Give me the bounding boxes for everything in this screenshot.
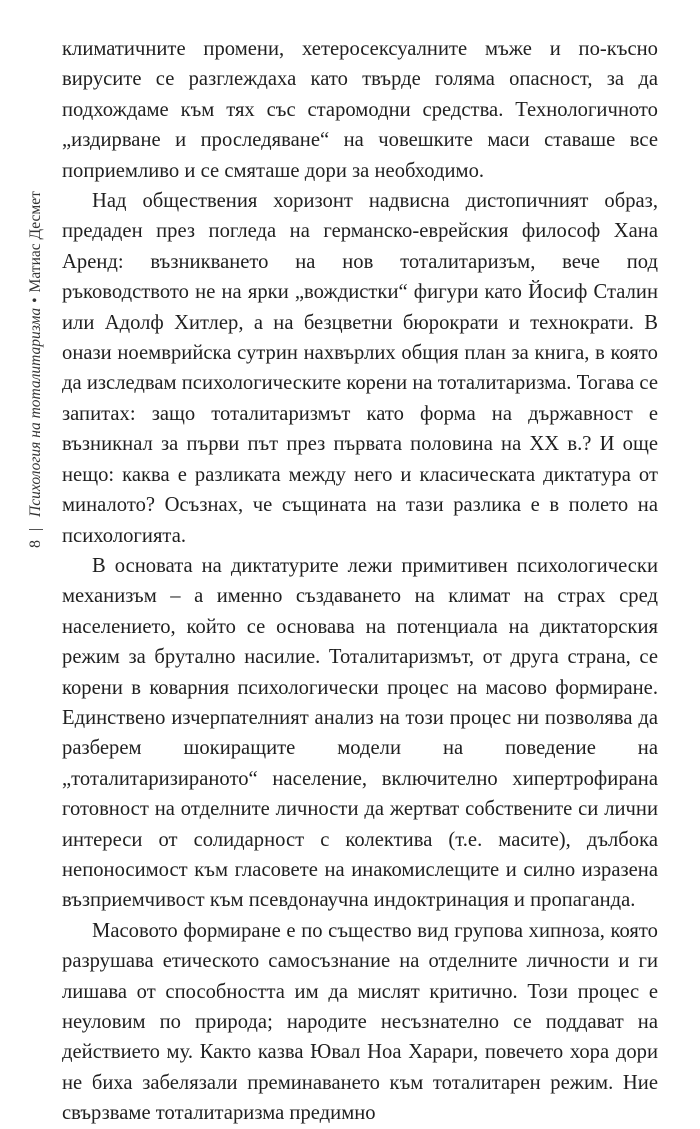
paragraph-4: Масовото формиране е по същество вид групова хипноза, която разрушава етическото самосъзнание на отделните личности и ги лишава от способността им да мислят критично. Този процес е неуловим по природа; народите несъзнателно се поддават на действието му. Както казва Ювал Ноа Харари, повечето хора дори не биха забелязали преминаването към тоталитарен режим. Ние свързваме тоталитаризма предимно: [62, 919, 658, 1125]
page-number: 8: [27, 540, 44, 548]
body-text: [62, 34, 658, 1129]
paragraph-3: В основата на диктатурите лежи примитивен психологически механизъм – а именно създаването на климат на страх сред населението, който се основава на потенциала на диктаторския режим за брутално насилие. Тоталитаризмът, от друга страна, се корени в коварния психологически процес на масово формиране. Единствено изчерпателният анализ на този процес ни позволява да разберем шокиращите модели на поведение на „тоталитаризираното“ население, включително хипертрофирана готовност на отделните личности да жертват собствените си лични интереси от солидарност с колектива (т.е. масите), дълбока непоносимост към гласовете на инакомислещите и силно изразена възприемчивост към псевдонаучна индоктринация и пропаганда.: [62, 554, 658, 912]
running-head: [27, 191, 45, 548]
paragraph-1: климатичните промени, хетеросексуалните мъже и по-късно вирусите се разглеждаха като твърде голяма опасност, за да подхождаме към тях със старомодни средства. Технологичното „издирване и проследяване“ на човешките маси ставаше все поприемливо и се смяташе дори за необходимо.: [62, 38, 658, 182]
running-head-author: Матиас Десмет: [27, 191, 44, 293]
running-head-book-title: Психология на тоталитаризма: [27, 307, 44, 517]
running-head-separator: •: [27, 297, 44, 303]
running-head-divider: [29, 529, 43, 530]
paragraph-2: Над обществения хоризонт надвисна дистопичният образ, предаден през погледа на германско-еврейския философ Хана Аренд: възникването на нов тоталитаризъм, вече под ръководството не на ярки „вождистки“ фигури като Йосиф Сталин или Адолф Хитлер, а на безцветни бюрократи и технократи. В онази ноемврийска сутрин нахвърлих общия план за книга, в която да изследвам психологическите корени на тоталитаризма. Тогава се запитах: защо тоталитаризмът като форма на държавност е възникнал за първи път през първата половина на XX в.? И още нещо: каква е разликата между него и класическата диктатура от миналото? Осъзнах, че същината на тази разлика е в полето на психологията.: [62, 190, 658, 547]
